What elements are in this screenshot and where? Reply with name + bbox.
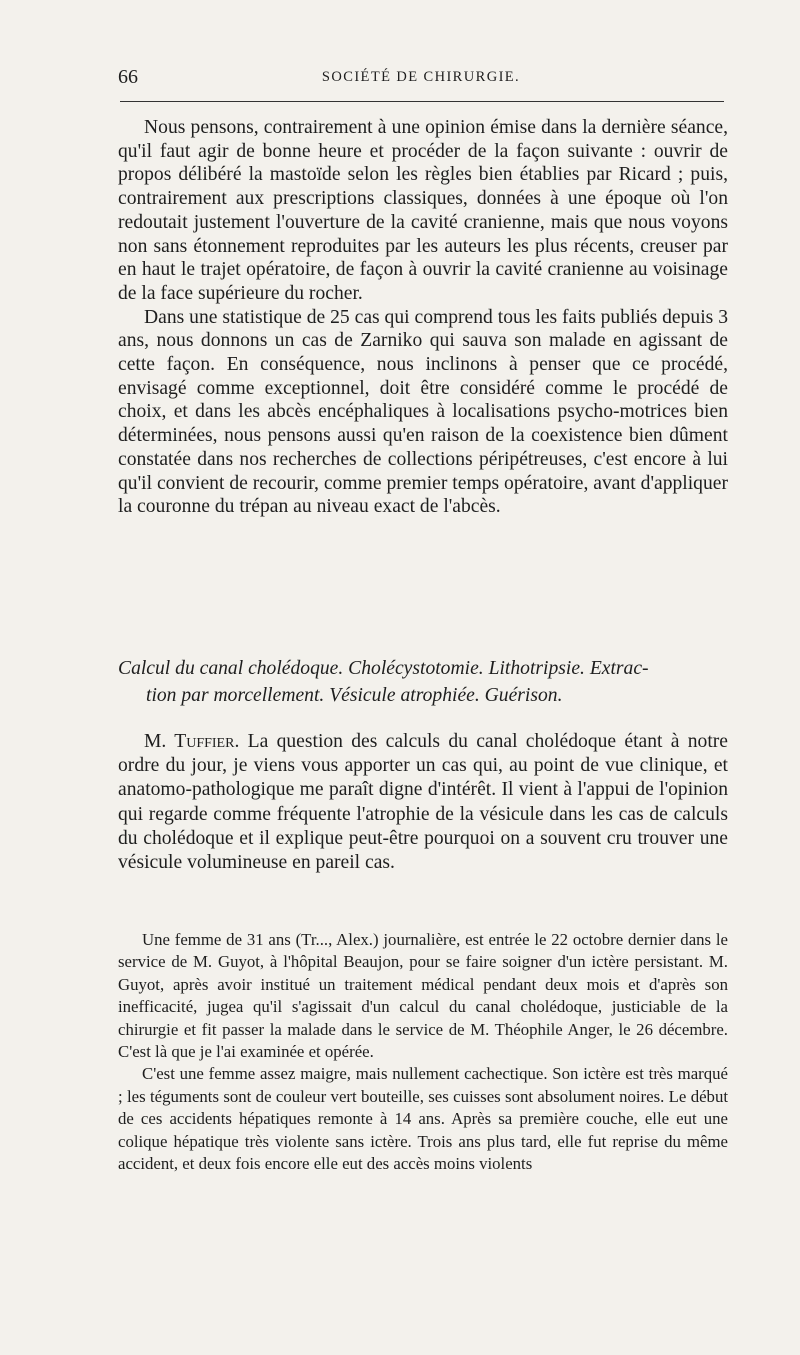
running-title: SOCIÉTÉ DE CHIRURGIE. bbox=[321, 69, 521, 85]
paragraph: C'est une femme assez maigre, mais nullement cachectique. Son ictère est très marqué ; les téguments sont de couleur vert bouteille, ses cuisses sont absolument noires. Le début de ces accidents hépatiques remonte à 14 ans. Après sa première couche, elle eut une colique hépatique très violente sans ictère. Trois ans plus tard, elle fut reprise du même accident, et deux fois encore elle eut des accès moins violents bbox=[118, 1064, 728, 1174]
paragraph: Une femme de 31 ans (Tr..., Alex.) journalière, est entrée le 22 octobre dernier dans le service de M. Guyot, à l'hôpital Beaujon, pour se faire soigner d'un ictère persistant. M. Guyot, après avoir institué un traitement médical pendant deux mois et d'après son inefficacité, jugea qu'il s'agissait d'un calcul du canal cholédoque, justiciable de la chirurgie et fit passer la malade dans le service de M. Théophile Anger, le 26 décembre. C'est là que je l'ai examinée et opérée. bbox=[118, 930, 728, 1062]
speech-text: La question des calculs du canal cholédoque étant à notre ordre du jour, je viens vous apporter un cas qui, au point de vue clinique, et anatomo-pathologique me paraît digne d'intérêt. Il vient à l'appui de l'opinion qui regarde comme fréquente l'atrophie de la vésicule dans les cas de calculs du cholédoque et il explique peut-être pourquoi on a souvent cru trouver une vésicule volumineuse en pareil cas. bbox=[118, 731, 728, 874]
paragraph bbox=[118, 730, 728, 875]
section-title bbox=[118, 655, 728, 709]
body-text bbox=[118, 116, 728, 519]
page-header bbox=[118, 66, 724, 96]
paragraph: Nous pensons, contrairement à une opinion émise dans la dernière séance, qu'il faut agir de bonne heure et procéder de la façon suivante : ouvrir de propos délibéré la mastoïde selon les règles bien établies par Ricard ; puis, contrairement aux prescriptions classiques, données à une époque où l'on redoutait justement l'ouverture de la cavité cranienne, mais que nous voyons non sans étonnement reproduites par les auteurs les plus récents, creuser par en haut le trajet opératoire, de façon à ouvrir la cavité cranienne au voisinage de la face supérieure du rocher. bbox=[118, 117, 728, 304]
observation-block bbox=[118, 929, 728, 1175]
page-number: 66 bbox=[118, 66, 138, 88]
paragraph: Dans une statistique de 25 cas qui comprend tous les faits publiés depuis 3 ans, nous donnons un cas de Zarniko qui sauva son malade en agissant de cette façon. En conséquence, nous inclinons à penser que ce procédé, envisagé comme exceptionnel, doit être considéré comme le procédé de choix, et dans les abcès encéphaliques à localisations psycho-motrices bien déterminées, nous pensons aussi qu'en raison de la coexistence bien dûment constatée dans nos recherches de collections péripétreuses, c'est encore à lui qu'il convient de recourir, comme premier temps opératoire, avant d'appliquer la couronne du trépan au niveau exact de l'abcès. bbox=[118, 306, 728, 518]
header-rule bbox=[120, 101, 724, 102]
section-title-line: Calcul du canal cholédoque. Cholécystotomie. Lithotripsie. Extrac- bbox=[118, 658, 649, 679]
speech-block bbox=[118, 730, 728, 875]
speaker-name: M. Tuffier. bbox=[144, 731, 240, 752]
section-title-line: tion par morcellement. Vésicule atrophiée. Guérison. bbox=[146, 685, 563, 706]
